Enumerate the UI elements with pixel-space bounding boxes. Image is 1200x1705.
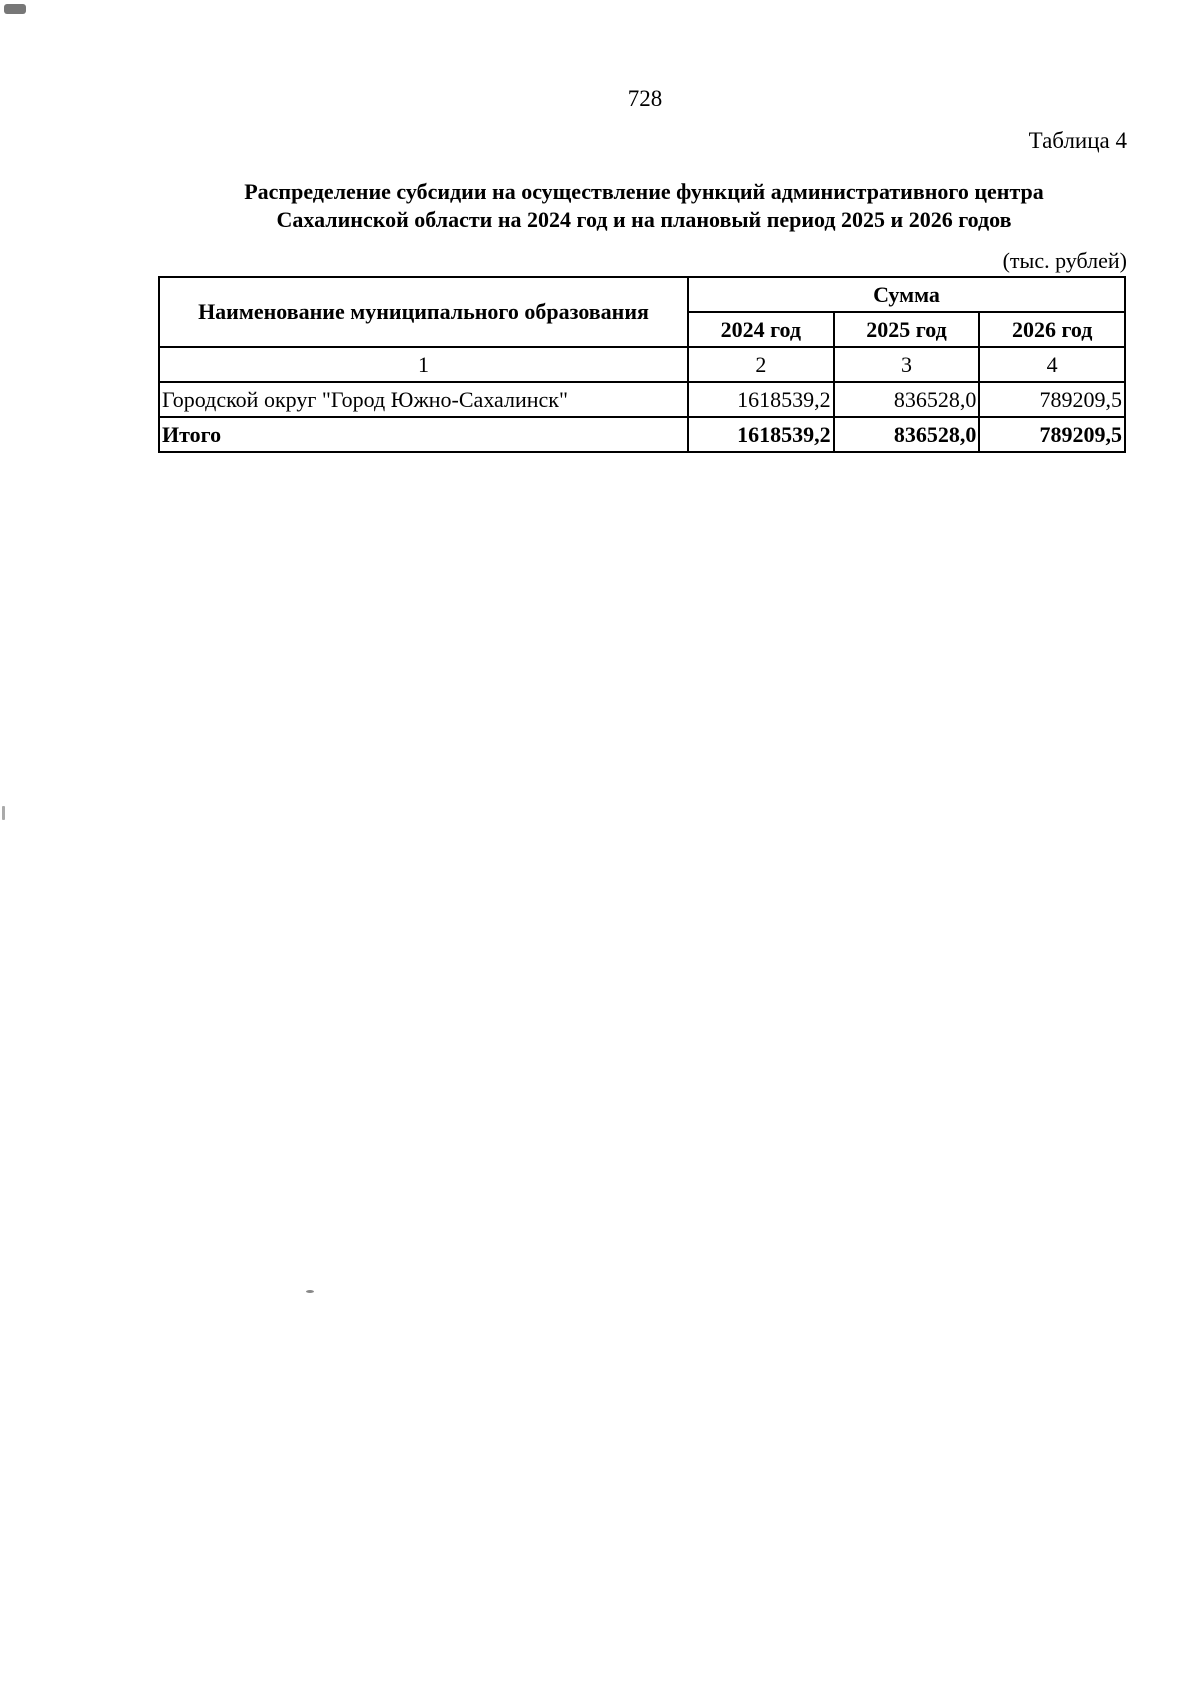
scan-speck [2, 806, 5, 820]
value-2026: 789209,5 [979, 382, 1125, 417]
units-label: (тыс. рублей) [1002, 248, 1127, 273]
header-year-2024: 2024 год [688, 312, 834, 347]
header-year-2025: 2025 год [834, 312, 980, 347]
total-2026: 789209,5 [979, 417, 1125, 452]
document-title [158, 178, 1130, 234]
subsidy-table [158, 276, 1126, 453]
column-number-1: 1 [159, 347, 688, 382]
value-2024: 1618539,2 [688, 382, 834, 417]
page-number: 728 [627, 86, 663, 111]
table-row [159, 382, 1125, 417]
column-number-3: 3 [834, 347, 980, 382]
scan-speck [306, 1290, 314, 1293]
title-line-1: Распределение субсидии на осуществление функций административного центра [244, 179, 1044, 204]
total-2025: 836528,0 [834, 417, 980, 452]
total-label: Итого [159, 417, 688, 452]
column-number-4: 4 [979, 347, 1125, 382]
column-number-row [159, 347, 1125, 382]
total-2024: 1618539,2 [688, 417, 834, 452]
table-label: Таблица 4 [1028, 128, 1127, 153]
title-line-2: Сахалинской области на 2024 год и на плановый период 2025 и 2026 годов [276, 207, 1012, 232]
column-number-2: 2 [688, 347, 834, 382]
scan-speck [4, 4, 26, 14]
header-row-1 [159, 277, 1125, 312]
municipality-name: Городской округ "Город Южно-Сахалинск" [159, 382, 688, 417]
header-year-2026: 2026 год [979, 312, 1125, 347]
total-row [159, 417, 1125, 452]
header-municipality: Наименование муниципального образования [159, 277, 688, 347]
value-2025: 836528,0 [834, 382, 980, 417]
header-sum: Сумма [688, 277, 1125, 312]
